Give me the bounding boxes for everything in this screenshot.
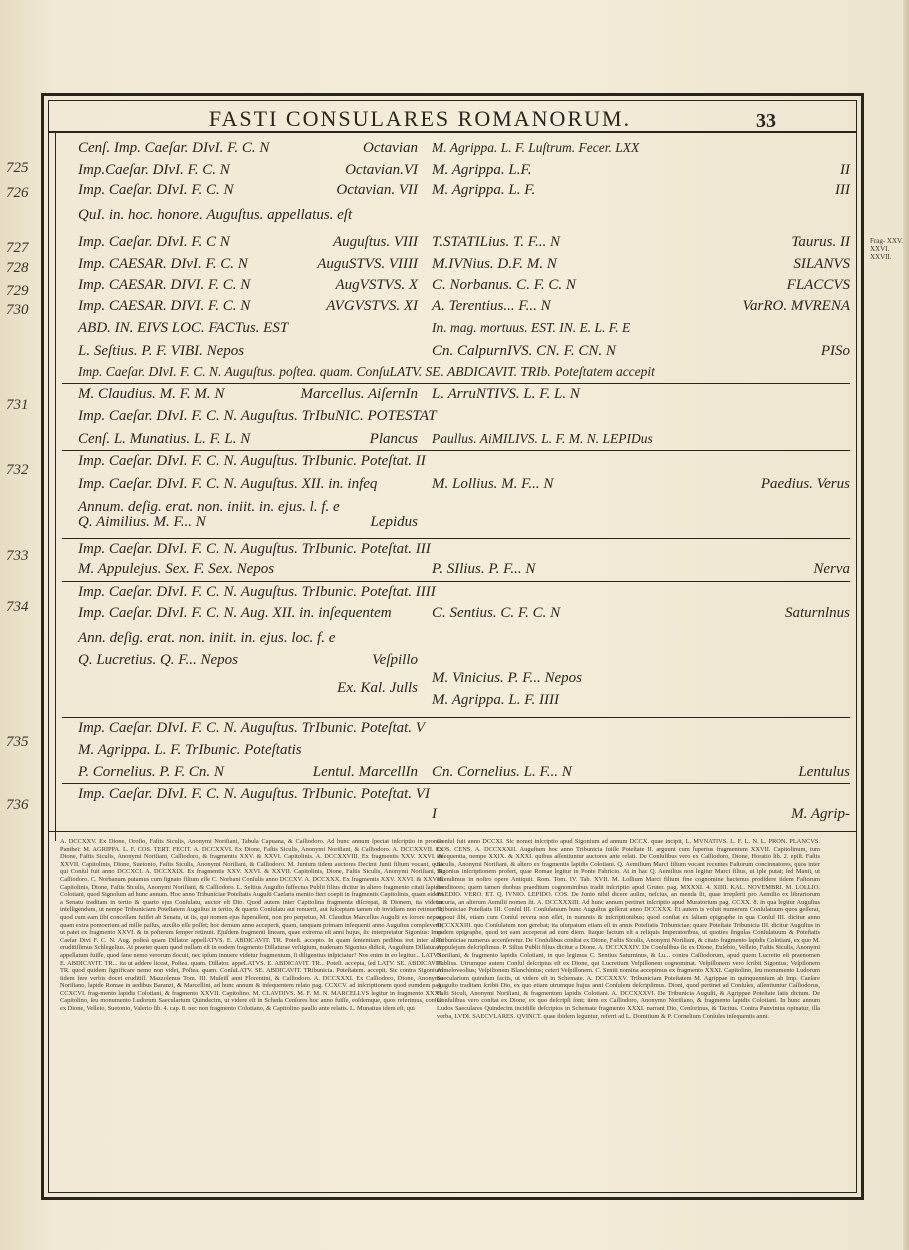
consul-first: M. Agrippa. L. F. TrIbunic. Poteſtatis (78, 742, 302, 758)
consul-first-cognomen: Octavian. VII (336, 182, 418, 198)
consul-first: Imp. Caeſar. DIvI. F. C. N. Auguſtus. poſtea. quam. ConſuLATV. SE. ABDICAVIT. TRIb. Poteſtatem accepit (78, 364, 655, 379)
consul-second: I (432, 806, 437, 822)
consul-second: T.STATILius. T. F... N (432, 234, 560, 250)
consul-second: In. mag. mortuus. EST. IN. E. L. F. E (432, 320, 631, 335)
page-title: FASTI CONSULARES ROMANORUM. (208, 106, 632, 131)
consul-second: Cn. Cornelius. L. F... N (432, 764, 572, 780)
consul-second: M. Vinicius. P. F... Nepos (432, 670, 582, 686)
year-label: 732 (6, 462, 29, 478)
consul-first: Q. Lucretius. Q. F... Nepos (78, 652, 239, 668)
year-label: 735 (6, 734, 29, 750)
consul-second-cognomen: III (835, 182, 850, 198)
section-rule (62, 383, 850, 384)
side-note: Frag- XXV. XXVI. XXVII. (870, 237, 903, 261)
consul-first-cognomen: Marcellus. AiſernIn (300, 386, 418, 402)
consul-first-cognomen: Auguſtus. VIII (333, 234, 418, 250)
year-label: 727 (6, 240, 29, 256)
section-rule (62, 717, 850, 718)
consul-first: L. Seſtius. P. F. VIBI. Nepos (78, 343, 245, 359)
consul-second-cognomen: PISo (820, 343, 850, 359)
year-label: 726 (6, 185, 29, 201)
consul-second: Paullus. AiMILIVS. L. F. M. N. LEPIDus (432, 431, 653, 446)
consul-second: C. Norbanus. C. F. C. N (432, 277, 576, 293)
consul-first: Imp. Caeſar. DIvI. F. C. N. Auguſtus. TrIbunic. Poteſtat. IIII (78, 584, 436, 600)
year-label: 730 (6, 302, 29, 318)
consul-second-cognomen: M. Agrip- (791, 806, 850, 822)
consul-first: Imp. CAESAR. DIVI. F. C. N (78, 277, 251, 293)
margin-rule (55, 131, 56, 841)
footnote-separator (48, 831, 857, 832)
consul-first: Ann. deſig. erat. non. iniit. in. ejus. loc. f. e (78, 630, 336, 646)
section-rule (62, 783, 850, 784)
year-label: 728 (6, 260, 29, 276)
consul-first: Imp. Caeſar. DIvI. F. C. N. Aug. XII. in. inſequentem (78, 605, 392, 621)
consul-first-cognomen: AugVSTVS. X (335, 277, 418, 293)
consul-first: Imp. Caeſar. DIvI. F. C. N (78, 182, 234, 198)
consul-first: M. Claudius. M. F. M. N (78, 386, 225, 402)
consul-first-cognomen: Octavian.VI (345, 162, 418, 178)
consul-first: M. Appulejus. Sex. F. Sex. Nepos (78, 561, 275, 577)
consul-second: Cn. CalpurnIVS. CN. F. CN. N (432, 343, 616, 359)
consul-first: Imp. Caeſar. DIvI. F. C. N. Auguſtus. XII. in. infeq (78, 476, 378, 492)
year-label: 725 (6, 160, 29, 176)
consul-first-cognomen: Ex. Kal. Julls (337, 680, 418, 696)
consul-first: Imp. Caeſar. DIvI. F. C. N. Auguſtus. TrIbuNIC. POTESTAT (78, 408, 437, 424)
consul-first: Cenſ. Imp. Caeſar. DIvI. F. C. N (78, 140, 270, 156)
consul-second-cognomen: II (840, 162, 850, 178)
consul-second-cognomen: Lentulus (798, 764, 850, 780)
consul-first: ABD. IN. EIVS LOC. FACTus. EST (78, 320, 289, 336)
consul-first: Imp.Caeſar. DIvI. F. C. N (78, 162, 230, 178)
consul-first: Imp. CAESAR. DIVI. F. C. N (78, 298, 251, 314)
consul-second-cognomen: FLACCVS (786, 277, 850, 293)
consul-first: Q. Aimilius. M. F... N (78, 514, 206, 530)
consul-second-cognomen: Paedius. Verus (760, 476, 850, 492)
section-rule (62, 450, 850, 451)
consul-first: Imp. CAESAR. DIvI. F. C. N (78, 256, 248, 272)
year-label: 734 (6, 599, 29, 615)
consul-first: Imp. Caeſar. DIvI. F. C. N. Auguſtus. TrIbunic. Poteſtat. III (78, 541, 431, 557)
page-fold (903, 0, 909, 1250)
consul-first-cognomen: AVGVSTVS. XI (326, 298, 418, 314)
consul-first: Cenſ. L. Munatius. L. F. L. N (78, 431, 251, 447)
consul-second-cognomen: Nerva (813, 561, 850, 577)
consul-first: P. Cornelius. P. F. Cn. N (78, 764, 224, 780)
consul-second-cognomen: Saturnlnus (784, 605, 850, 621)
consul-first-cognomen: Veſpillo (372, 652, 418, 668)
consul-first: QuI. in. hoc. honore. Auguſtus. appellatus. eſt (78, 207, 353, 223)
consul-second: A. Terentius... F... N (432, 298, 551, 314)
consul-first: Annum. deſig. erat. non. iniit. in. ejus. l. f. e (78, 499, 340, 515)
page-number: 33 (756, 110, 776, 132)
year-label: 736 (6, 797, 29, 813)
consul-first: Imp. Caeſar. DIvI. F. C. N. Auguſtus. TrIbunic. Poteſtat. V (78, 720, 425, 736)
year-label: 731 (6, 397, 29, 413)
consul-first-cognomen: Lepidus (370, 514, 418, 530)
consul-second: M. Agrippa. L. F. IIII (432, 692, 559, 708)
consul-first: Imp. Caeſar. DIvI. F. C. N. Auguſtus. TrIbunic. Poteſtat. VI (78, 786, 430, 802)
consul-second-cognomen: SILANVS (793, 256, 850, 272)
consul-second-cognomen: VarRO. MVRENA (742, 298, 850, 314)
consul-second: M. Lollius. M. F... N (432, 476, 554, 492)
consul-first-cognomen: Octavian (363, 140, 418, 156)
consul-second-cognomen: Taurus. II (791, 234, 850, 250)
consul-second: M. Agrippa. L. F. (432, 182, 536, 198)
consul-first-cognomen: Plancus (369, 431, 418, 447)
consul-first-cognomen: AuguSTVS. VIIII (317, 256, 418, 272)
consul-second: M. Agrippa. L.F. (432, 162, 532, 178)
footnotes-right: Conſul fuit anno DCCXI. Sic nomet inſcriptio apud Sigonium ad annum DCCX. quae incipit, L. MVNATIVS. L. F. L. N. L. PRON. PLANCVS. COS. CENS. A. DCCXXXII. Auguſtum hoc anno Tribunicia fuiſſe Poteſtate II. arguunt cum ſuperius fragmentum XXVII. Capitolinum, tum inſequentia, nempe XXIX. & XXXI. quibus aſſentiuntur auctores ante relati. De Conſulibus vero ex Caſſiodoro, Dione, Horatio lib. 2. epiſt. Faſtis Siculis, Anonymi Noriſiani, & altero ex fragmentis lapidis Colotiani. Q. Aemilium Marci filium vocant recentes Faſtorum concinnatores, quos inter Sigonius inſcriptionem profert, quae Romae legitur in Ponte Fabricio. At in hac Q. Aemilius non legitur Marci filius, ut iple putat; ſed Manii, ut oſtendimus in noſtro opere Antiquit. Rom. Tom. IV. Tab. XVII. M. Lollium Marci filium fine cognomine hactenus prodidere iidem Faſtorum conditores; quem tamen duobus praeditum cognominibus tradit inſcriptio apud Gruter. pag. MXXXI. 4. XIIII. KAL. NOVEMBRI. M. LOLLIO. PAEDIO. VERO. ET. Q. IVNIO. LEPIDO. COS. De Junio nihil dicere auſim, neſcius, an menda ſit, quae irrepſerit pro Aemilio ex librariorum incuria, an alterum Aemilii nomen ſit. A. DCCXXXIII. Ad hunc annum pertinet inſcriptio apud Muratorium pag. CCXX. 8. in qua legitur Auguſtus Tribuniciae Poteſtatis III. Conſul III. Conſulatuum hunc Auguſtus geſſerat anno DCCXXX. Et autem is voluit numerum Conſulatuum quos geſſerat, appoui ſibi, etiam cum Conſul revera non eſſet, in nummis & inſcriptionibus; quod conſtat ex ſaltam epigraphe in qua Conſul III. dicitur anno DCCXXXIII. quo Conſulatum non gerebat; ita uſurpatum etiam eſt in annis Poteſtatis Tribuniciae; quare Poteſtate Tribunicia III. dicitur Auguſtus in eadem epigraphe, quod tot eam acceperat ad eum diem. Itaque factum eſt a reliquis Imperatoribus, ut quoties ſingulas Conſulatuum & Poteſtatis Tribuniciae numerus accenſeretur. De Conſulibus conſtat ex Dione, Faſtis Siculis, Anonymi Noriſiani, & citato fragmento lapidis Colotiani, ex quo M. Appulejum deſcripſimus. P. Silius Publii filius dicitur a Dione. A. DCCXXXIV. De Conſulibus ſic ex Dione, Euſebio, Velleio, Faſtis Siculis, Anonymi Noriſiani, & fragmento lapidis Colotiani, in quo legimus C. Sentius Saturninus, & Lu... contra Caſſiodorum, apud quem Lucretio eſt praenomen Publius. Utrumque autem Conſul deſcriptus eſt ex Dione, qui Lucretium Veſpillonem cognominat. Veſpillonem vero ſcribit Sigonius; Veſpilonem Almeloveolius; Veſpilionem Blanchinius; ceteri Veſpillonem. C. Sentii nomina accepimus ex fragmento XXXI. Capitolino, ſeu monumento Ludorum Saecularium quindum factis, ut videre eſt in Schemate. A. DCCXXXV. Tribuniciam Poteſtatem M. Agrippae in quinquennium ab Imp. Caeſare Auguſto traditam ſcribit Dio, ex quo etiam utrumque hujus anni Conſulem deſcripſimus. Dioni, quod pertinet ad Conſules, aſſentiuntur Caſſiodorus, Faſti Siculi, Anonymi Noriſiani, & fragmentum lapidis Colotiani. A. DCCXXXVI. De Tribunicia Auguſti, & Agrippae Poteſtate ſatis dictum. De Conſulibus vero conſtat ex Dione, ex quo deſcripſi ſont; item ex Caſſiodoro, Anonymo Noriſiano, & fragmento lapidis Colotiani. In hunc annum Ludos Saeculares Quindecim incidiſſe deſcriptos in Schemate fragmento XXXI. narrant Dio, Cenſorinus, & Tacitus. Contra Panvinius opinatur, illa verba, LVDI. SAECVLARES. QVINCT. quae ibidem leguntur, referri ad L. Domitium & P. Cornelium Conſules inſequentis anni. (437, 838, 820, 1020)
section-rule (62, 581, 850, 582)
consul-second: C. Sentius. C. F. C. N (432, 605, 561, 621)
consul-second: M.IVNius. D.F. M. N (432, 256, 557, 272)
consul-first-cognomen: Lentul. MarcellIn (312, 764, 418, 780)
consul-first: Imp. Caeſar. DIvI. F. C. N. Auguſtus. TrIbunic. Poteſtat. II (78, 453, 426, 469)
year-label: 729 (6, 283, 29, 299)
header-rule (48, 131, 857, 133)
consul-second: P. SIlius. P. F... N (432, 561, 536, 577)
consul-second: M. Agrippa. L. F. Luſtrum. Fecer. LXX (432, 140, 640, 155)
footnotes-left: A. DCCXXV. Ex Dione, Oroſio, Faſtis Siculis, Anonymi Noriſiani, Tabula Capuana, & Caſſiodoro. Ad hunc annum ſpectat inſcriptio in pronao Pantheï: M. AGRIPPA. L. F. COS. TERT. FECIT. A. DCCXXVI. Ex Dione, Faſtis Siculis, Anonymi Noriſiani, & Caſſiodoro. A. DCCXXVII. Ex Dione, Faſtis Siculis, Anonymi Noriſiani, Caſſiodoro, & fragmentis XXV. & XXVI. Capitolinis. A. DCCXXVIII. Ex fragmentis XXV. XXVI. & XXVII. Capitolinis, Dione, Suetonio, Faſtis Siculis, Anonymi Noriſiani, & Caſſiodoro. M. Junium iidem auctores Decimi Junii filium vocant, quia qui Conſul fuit anno DCCXCI. A. DCCXXIX. Ex fragmentis XXV. XXVI. & XXVII. Capitolinis, Dione, Faſtis Siculis, Anonymi Noriſiani, & Caſſiodoro. C. Norbanum putamus cum ſignato filium eſſe C. Norbani Conſulis anno DCCXV. A. DCCXXX. Ex fragmentis XXV. XXVI. & XXVII. Capitolinis, Dione, Faſtis Siculis, Anonymi Noriſiani, & Caſſiodoro. L. Seſtius Auguſto ſuffectus Publii filius dicitur in altero fragmento citati lapidis Colotiani, quod Signolum ad hunc annum. Hoc anno Tribuniciae Poteſtatis Auguſti Caeſaris mentio fieri coepit in fragmentis Capitolinis, quam eidem a Senatu traditam in tertio & quarto ejus Conſulatu, auctor eſt Dio. Quod autem inter Capitolina fragmenta diſcrepat, & Dionem, ita videtur intelligendum, ut nempe Tribuniciam Poteſtatem Auguſtus in tertio, & quarto Conſulatu aut renuerit, aut ſuſceptam tamen ob invidiam non retinuerit, quod cum eam ſibi conceſſam fuiſſet ab Senatu, ut iis, qui nomen ejus ſuperaſſent, non pro perpetuo, M. Claudius Marcellus Auguſti ex ſorore nepos, quam extra pomoerium ad mille paſſus, auxilio eſſe poſſet; hoc demum anno acceperit, quam, tanquam primam infequenti anno Auguſtus compleverit, ut patet ex fragmento XXVI. & in poſterum ſemper retinuit. Ejuſdem fragmenti lineam, quae extrema eſt anni hujus, ſic interpretatur Sigonius: Imp. Caeſar Divi F. C. N. Aug. poſteà quam Dillator appellATVS. E. ABDICAVIT. TR. Poteſt. accepto. In quam ſententiam pedibus iret inter alios eruditiſſimus Schlegelius. At praeter quam quod nullam eſt in eodem fragmento Dillaturae veſtigium, nudenam Sigonius didicit, Auguſtum Dillaturam appellatum fuiſſe, quod ſane nemo verorum docuit, nec ipſum innuere videtur fragmentum, ſi diligentius inſpiciatur? Nos enim in eo legitur... LATVS. E. ABDICAVIT. TR... ita ut addere liceat, Poſtea. quam. Dillator. appeLATVS. E. ABDICAVIT. TR... Poteſt. accepta, ſed LATV. SE. ABDICAVIT. TR. quod quidem ſignificare nemo non videt, Poſtea. quam. ConſuLATV. SE. ABDICAVIT. TRibunicia. Poteſtatem. accepit. Sic contra Sigonium iidem fere verbis docet eruditiſſ. Mazzolenus Tom. III. Muſeiſſ anni Florentini, & Caſſiodoro. A. DCCXXXI. Ex Caſſiodoro, Dione, Anonymo Noriſiano, lapide Romae in aedibus Baranzi, & Marcellini, ad hunc annum & inſequentem relato pag. CCXCV. ad inſcriptionem quod eumdem pag. CCXCVI. frag-mento lapidis Colotiani, & fragmento XXVII. Capitolino. M. CLAVDIVS. M. F. M. N. MARCELLVS legitur in fragmento XXXI. Capitolino, ſeu monumento Ludorum Saecularium Quindecim, ut videre eſt in Scheda Cenſores hoc anno fuiſſe, eoſdemque, quos referimus, conſtat ex Dione, Velleio, Suetonio, Valerio lib. 4. cap. 8. nec non fragmento Colotiano, & Capitolino paullo ante relatis. L. Munatius idem eſt, qui (60, 838, 443, 1013)
consul-second: L. ArruNTIVS. L. F. L. N (432, 386, 580, 402)
section-rule (62, 538, 850, 539)
year-label: 733 (6, 548, 29, 564)
consul-first: Imp. Caeſar. DIvI. F. C N (78, 234, 230, 250)
